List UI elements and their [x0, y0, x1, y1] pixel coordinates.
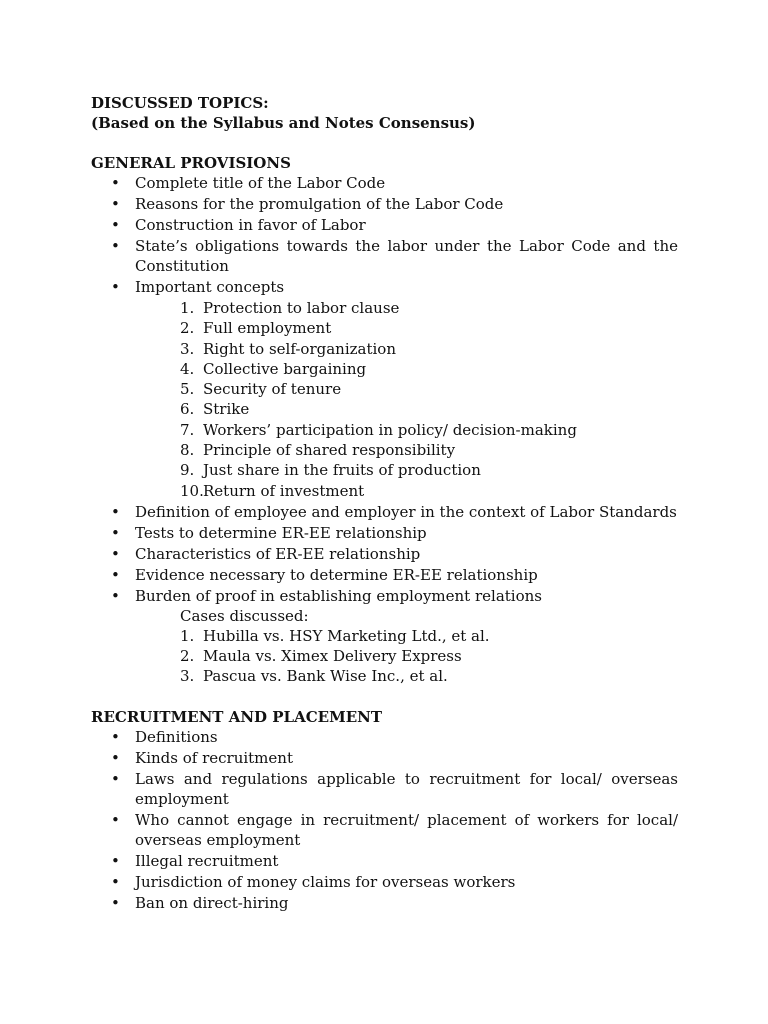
- bullet-icon: •: [111, 278, 120, 296]
- spacer: [91, 687, 678, 707]
- list-item: • Tests to determine ER-EE relationship: [111, 523, 427, 542]
- recruitment-list: [91, 727, 678, 913]
- bullet-icon: •: [111, 544, 120, 563]
- doc-subtitle: (Based on the Syllabus and Notes Consensus): [91, 114, 476, 132]
- list-item: 2. Maula vs. Ximex Delivery Express: [180, 646, 462, 665]
- list-item: • Construction in favor of Labor: [111, 216, 366, 234]
- list-item: 4. Collective bargaining: [180, 359, 367, 378]
- cases-list: [135, 626, 678, 687]
- bullet-icon: •: [111, 749, 120, 768]
- bullet-icon: •: [111, 174, 120, 192]
- list-item: 3. Pascua vs. Bank Wise Inc., et al.: [180, 667, 448, 686]
- list-item: • Who cannot engage in recruitment/ placement of workers for local/ overseas employment: [111, 811, 678, 850]
- bullet-icon: •: [111, 502, 120, 521]
- list-item: • Ban on direct-hiring: [111, 894, 289, 913]
- bullet-icon: •: [111, 873, 120, 892]
- general-list: [91, 173, 678, 686]
- list-item: • Complete title of the Labor Code: [111, 174, 386, 192]
- bullet-icon: •: [111, 586, 120, 605]
- bullet-icon: •: [111, 237, 120, 255]
- list-item: 6. Strike: [180, 400, 250, 419]
- bullet-icon: •: [111, 770, 120, 789]
- bullet-icon: •: [111, 852, 120, 871]
- list-item: 1. Hubilla vs. HSY Marketing Ltd., et al.: [180, 626, 490, 645]
- bullet-icon: •: [111, 195, 120, 213]
- list-item: 9. Just share in the fruits of production: [180, 461, 481, 480]
- list-item: • Definition of employee and employer in the context of Labor Standards: [111, 502, 677, 521]
- spacer: [91, 133, 678, 153]
- list-item: 1. Protection to labor clause: [180, 299, 400, 317]
- bullet-icon: •: [111, 811, 120, 830]
- list-item: • State’s obligations towards the labor under the Labor Code and the Constitution: [111, 237, 678, 275]
- list-item: 8. Principle of shared responsibility: [180, 441, 456, 460]
- list-item: • Definitions: [111, 728, 218, 747]
- list-item: • Important concepts 1. Protection to labor clause 2. Full employment 3. Right to self-organization 4. Collective bargaining 5. Security of tenure 6. Strike 7. Workers’ participation in policy/ decision-making 8. Principle of shared responsibility 9. Just share in the fruits of production 10. Return of investment: [91, 277, 678, 501]
- list-item: • Kinds of recruitment: [111, 749, 293, 768]
- list-item: • Characteristics of ER-EE relationship: [111, 544, 421, 563]
- cases-label: Cases discussed:: [180, 606, 309, 625]
- bullet-icon: •: [111, 565, 120, 584]
- list-item: 7. Workers’ participation in policy/ decision-making: [180, 420, 577, 439]
- section-heading-recruitment: RECRUITMENT AND PLACEMENT: [91, 708, 383, 727]
- bullet-icon: •: [111, 523, 120, 542]
- list-item: • Burden of proof in establishing employment relations Cases discussed: 1. Hubilla vs. HSY Marketing Ltd., et al. 2. Maula vs. Ximex Delivery Express 3. Pascua vs. Bank Wise Inc., et al.: [91, 586, 678, 687]
- concepts-list: [135, 298, 678, 501]
- bullet-icon: •: [111, 894, 120, 913]
- doc-title: DISCUSSED TOPICS:: [91, 94, 269, 112]
- list-item: • Evidence necessary to determine ER-EE relationship: [111, 565, 538, 584]
- list-item: • Reasons for the promulgation of the Labor Code: [111, 195, 504, 213]
- list-item: • Jurisdiction of money claims for overseas workers: [111, 873, 516, 892]
- list-item: 10. Return of investment: [180, 481, 365, 500]
- list-item: • Laws and regulations applicable to recruitment for local/ overseas employment: [111, 770, 678, 809]
- list-item: • Illegal recruitment: [111, 852, 279, 871]
- list-item: 3. Right to self-organization: [180, 339, 397, 358]
- bullet-icon: •: [111, 216, 120, 234]
- bullet-icon: •: [111, 728, 120, 747]
- section-heading-general: GENERAL PROVISIONS: [91, 154, 291, 172]
- list-item: 2. Full employment: [180, 319, 332, 338]
- list-item: 5. Security of tenure: [180, 380, 342, 399]
